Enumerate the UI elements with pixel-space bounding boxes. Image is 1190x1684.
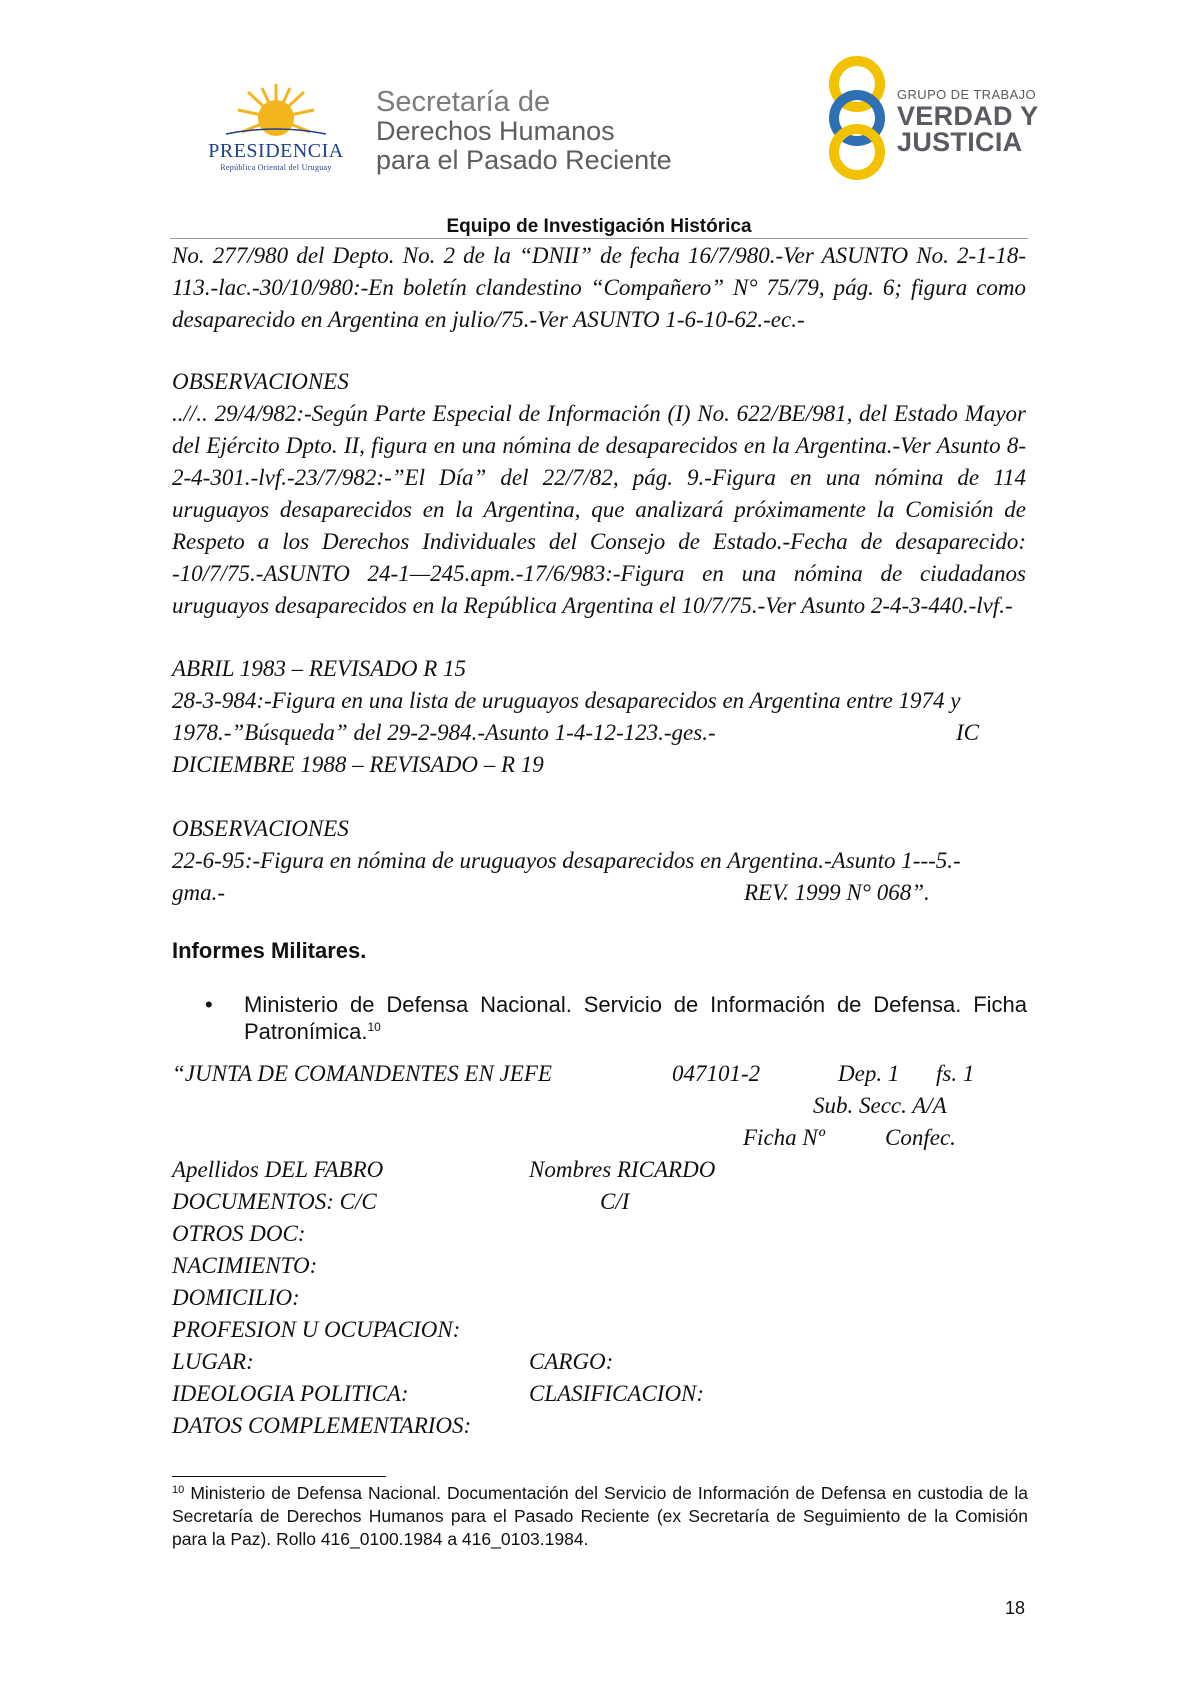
grupo-line-2: VERDAD Y: [897, 101, 1039, 131]
secretaria-title: [376, 88, 672, 175]
ficha-otros-doc: OTROS DOC:: [172, 1221, 306, 1246]
observaciones-2-line-2: [172, 877, 1026, 909]
footnote-text: Ministerio de Defensa Nacional. Documentación del Servicio de Información de Defensa en custodia de la Secretaría de Derechos Humanos para el Pasado Reciente (ex Secretaría de Seguimiento de la Comisión para la Paz). Rollo 416_0100.1984 a 416_0103.1984.: [172, 1483, 1028, 1549]
ficha-domicilio: DOMICILIO:: [172, 1285, 300, 1310]
ficha-fs: fs. 1: [936, 1061, 975, 1086]
ficha-confec: Confec.: [885, 1125, 956, 1150]
item-1984-line-2: [172, 717, 1026, 749]
secretaria-line-2: Derechos Humanos: [376, 116, 615, 146]
ficha-documentos: DOCUMENTOS: C/C: [172, 1189, 377, 1214]
revision-1983: ABRIL 1983 – REVISADO R 15: [172, 656, 467, 681]
observaciones-2-line-1: 22-6-95:-Figura en nómina de uruguayos desaparecidos en Argentina.-Asunto 1---5.-: [172, 848, 961, 873]
ficha-datos-complementarios: DATOS COMPLEMENTARIOS:: [172, 1413, 472, 1438]
grupo-trabajo-title: [897, 87, 1038, 155]
observaciones-heading-1: OBSERVACIONES: [172, 369, 349, 394]
grupo-line-1: GRUPO DE TRABAJO: [897, 87, 1037, 102]
ficha-junta: “JUNTA DE COMANDENTES EN JEFE: [172, 1061, 552, 1086]
verdad-justicia-rings-logo: [822, 56, 892, 180]
secretaria-line-1: Secretaría de: [376, 86, 551, 118]
observaciones-heading-2: OBSERVACIONES: [172, 816, 349, 841]
header-divider: [170, 238, 1028, 239]
bullet-item: [205, 991, 1027, 1045]
ficha-clasificacion: CLASIFICACION:: [529, 1381, 705, 1406]
page-number: 18: [1005, 1598, 1026, 1618]
obs2-rev: REV. 1999 N° 068”.: [744, 880, 930, 905]
obs2-gma: gma.-: [172, 880, 226, 905]
intro-paragraph: No. 277/980 del Depto. No. 2 de la “DNII” de fecha 16/7/980.-Ver ASUNTO No. 2-1-18-113.-lac.-30/10/980:-En boletín clandestino “Compañero” N° 75/79, pág. 6; figura como desaparecido en Argentina en julio/75.-Ver ASUNTO 1-6-10-62.-ec.-: [172, 243, 1026, 332]
item-1984-ic: IC: [956, 720, 979, 745]
ficha-profesion: PROFESION U OCUPACION:: [172, 1317, 461, 1342]
grupo-line-3: JUSTICIA: [897, 127, 1023, 157]
secretaria-line-3: para el Pasado Reciente: [376, 145, 672, 175]
bullet-dot: •: [205, 992, 213, 1017]
footnote-ref-10[interactable]: 10: [367, 1020, 381, 1034]
ficha-ideologia: IDEOLOGIA POLITICA:: [172, 1381, 409, 1406]
ficha-ci: C/I: [600, 1189, 630, 1214]
team-title: Equipo de Investigación Histórica: [446, 216, 752, 237]
revision-1988: DICIEMBRE 1988 – REVISADO – R 19: [172, 752, 544, 777]
ficha-apellidos: Apellidos DEL FABRO: [172, 1157, 384, 1182]
bullet-text: [244, 991, 1027, 1045]
footnote-10: [172, 1482, 1028, 1551]
footnote-separator: [172, 1476, 386, 1477]
presidencia-subtitle: República Oriental del Uruguay: [220, 163, 332, 172]
ficha-cargo: CARGO:: [529, 1349, 614, 1374]
observaciones-paragraph-1: ..//.. 29/4/982:-Según Parte Especial de Información (I) No. 622/BE/981, del Estado Mayor del Ejército Dpto. II, figura en una nómina de desaparecidos en la Argentina.-Ver Asunto 8-2-4-301.-lvf.-23/7/982:-”El Día” del 22/7/82, pág. 9.-Figura en una nómina de 114 uruguayos desaparecidos en la Argentina, que analizará próximamente la Comisión de Respeto a los Derechos Individuales del Consejo de Estado.-Fecha de desaparecido: -10/7/75.-ASUNTO 24-1—245.apm.-17/6/983:-Figura en una nómina de ciudadanos uruguayos desaparecidos en la República Argentina el 10/7/75.-Ver Asunto 2-4-3-440.-lvf.-: [172, 401, 1026, 618]
ficha-nombres: Nombres RICARDO: [529, 1157, 716, 1182]
ficha-numero: 047101-2: [672, 1061, 761, 1086]
footnote-number: 10: [172, 1484, 185, 1496]
ficha-no: Ficha Nº: [743, 1125, 825, 1150]
presidencia-label: PRESIDENCIA: [208, 140, 344, 162]
ficha-subsecc: Sub. Secc. A/A: [813, 1093, 947, 1118]
bullet-text-content: Ministerio de Defensa Nacional. Servicio de Información de Defensa. Ficha Patronímica.: [244, 992, 1027, 1044]
ficha-dep: Dep. 1: [838, 1061, 900, 1086]
ficha-nacimiento: NACIMIENTO:: [172, 1253, 318, 1278]
ficha-lugar: LUGAR:: [172, 1349, 254, 1374]
item-1984-text: 1978.-”Búsqueda” del 29-2-984.-Asunto 1-4-12-123.-ges.-: [172, 720, 716, 745]
informes-militares-heading: Informes Militares.: [172, 938, 367, 963]
item-1984-line-1: 28-3-984:-Figura en una lista de uruguayos desaparecidos en Argentina entre 1974 y: [172, 688, 961, 713]
